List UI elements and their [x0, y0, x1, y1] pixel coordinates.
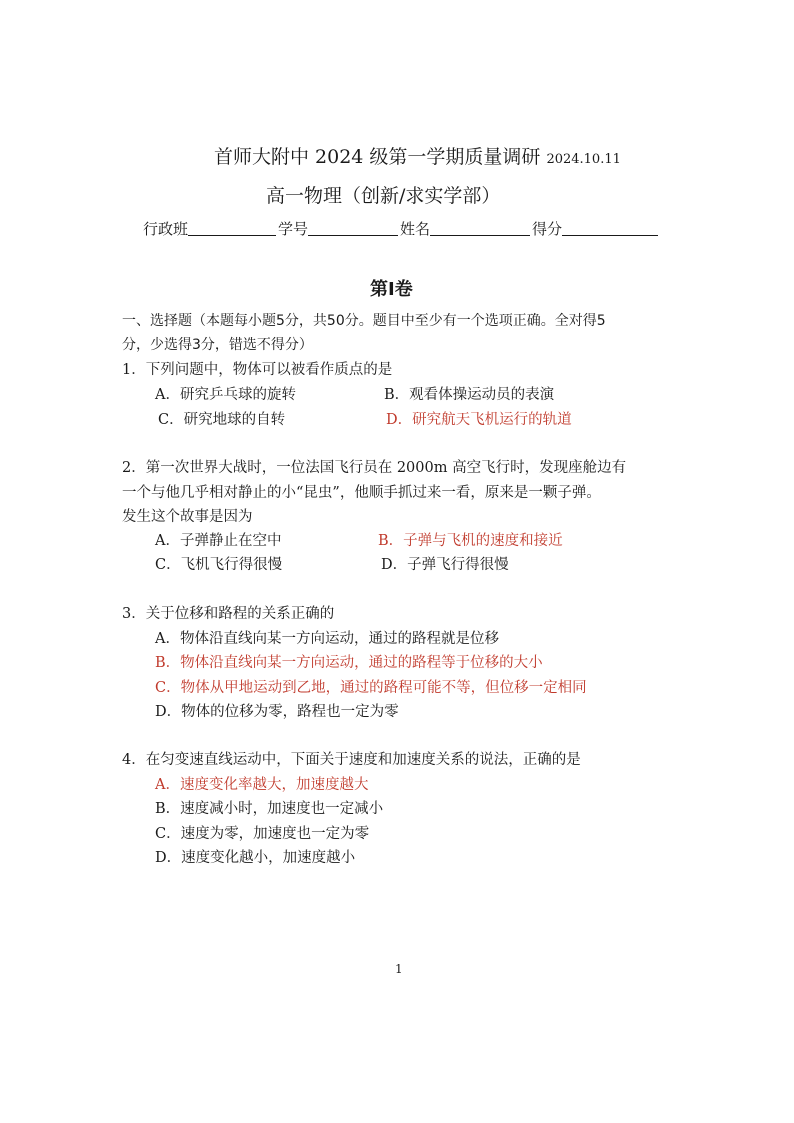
- score-blank[interactable]: [562, 221, 658, 236]
- field-label-class: 行政班: [143, 220, 189, 238]
- question-3-option-c[interactable]: C．物体从甲地运动到乙地，通过的路程可能不等，但位移一定相同: [155, 680, 587, 696]
- question-4-option-c[interactable]: C．速度为零，加速度也一定为零: [155, 826, 370, 842]
- exam-title-text: 首师大附中 2024 级第一学期质量调研: [214, 146, 541, 168]
- question-1-option-a[interactable]: A．研究乒乓球的旋转: [155, 387, 296, 403]
- question-3-option-a[interactable]: A．物体沿直线向某一方向运动，通过的路程就是位移: [155, 631, 499, 647]
- field-label-id: 学号: [278, 220, 309, 238]
- field-label-score: 得分: [532, 220, 563, 238]
- question-1-stem: 1．下列问题中，物体可以被看作质点的是: [122, 362, 393, 378]
- question-4-option-a[interactable]: A．速度变化率越大，加速度越大: [155, 777, 369, 793]
- question-2-stem-line3: 发生这个故事是因为: [122, 509, 253, 525]
- exam-subtitle: 高一物理（创新/求实学部）: [266, 185, 501, 207]
- question-3-option-d[interactable]: D．物体的位移为零，路程也一定为零: [155, 704, 399, 720]
- page-number: 1: [395, 962, 403, 976]
- question-3-option-b[interactable]: B．物体沿直线向某一方向运动，通过的路程等于位移的大小: [155, 655, 543, 671]
- question-2-option-c[interactable]: C．飞机飞行得很慢: [155, 557, 283, 573]
- student-info-row: [143, 218, 660, 239]
- question-2-option-b[interactable]: B．子弹与飞机的速度和接近: [378, 533, 563, 549]
- question-1-option-b[interactable]: B．观看体操运动员的表演: [384, 387, 555, 403]
- question-2-option-d[interactable]: D．子弹飞行得很慢: [381, 557, 509, 573]
- question-2-stem-line1: 2．第一次世界大战时，一位法国飞行员在 2000m 高空飞行时，发现座舱边有: [122, 460, 627, 476]
- question-3-stem: 3．关于位移和路程的关系正确的: [122, 606, 335, 622]
- exam-date: 2024.10.11: [546, 152, 621, 167]
- volume-heading: 第Ⅰ卷: [370, 279, 413, 300]
- question-4-stem: 4．在匀变速直线运动中，下面关于速度和加速度关系的说法，正确的是: [122, 752, 581, 768]
- student-id-blank[interactable]: [308, 221, 398, 236]
- section-instructions-line2: 分，少选得3分，错选不得分）: [122, 337, 313, 353]
- question-1-option-c[interactable]: C．研究地球的自转: [158, 412, 286, 428]
- question-4-option-d[interactable]: D．速度变化越小，加速度越小: [155, 850, 356, 866]
- question-4-option-b[interactable]: B．速度减小时，加速度也一定减小: [155, 801, 384, 817]
- field-label-name: 姓名: [400, 220, 431, 238]
- question-1-option-d[interactable]: D．研究航天飞机运行的轨道: [386, 412, 572, 428]
- question-2-option-a[interactable]: A．子弹静止在空中: [155, 533, 282, 549]
- question-2-stem-line2: 一个与他几乎相对静止的小“昆虫”，他顺手抓过来一看，原来是一颗子弹。: [122, 485, 601, 501]
- exam-title: [214, 142, 621, 169]
- class-blank[interactable]: [188, 221, 276, 236]
- name-blank[interactable]: [430, 221, 530, 236]
- section-instructions-line1: 一、选择题（本题每小题5分，共50分。题目中至少有一个选项正确。全对得5: [122, 313, 606, 329]
